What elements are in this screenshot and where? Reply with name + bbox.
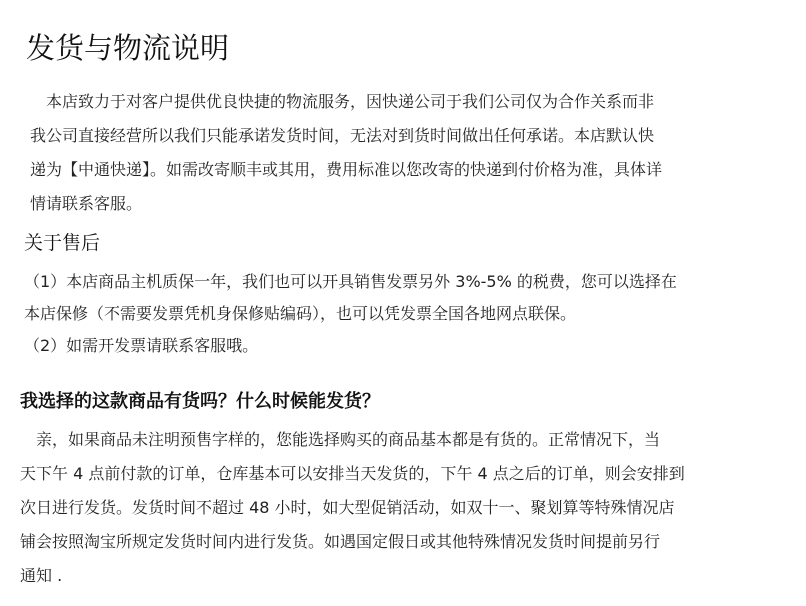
logistics-paragraph — [30, 85, 662, 221]
paragraph-line: 次日进行发货。发货时间不超过 48 小时，如大型促销活动，如双十一、聚划算等特殊情况店 — [20, 498, 675, 517]
paragraph-line: 本店保修（不需要发票凭机身保修贴编码），也可以凭发票全国各地网点联保。 — [24, 304, 577, 323]
paragraph-line: 情请联系客服。 — [30, 194, 143, 213]
paragraph-line: 铺会按照淘宝所规定发货时间内进行发货。如遇国定假日或其他特殊情况发货时间提前另行 — [20, 532, 661, 551]
paragraph-line: （2）如需开发票请联系客服哦。 — [24, 336, 259, 355]
stock-heading: 我选择的这款商品有货吗？什么时候能发货？ — [20, 391, 380, 412]
paragraph-line: 本店致力于对客户提供优良快捷的物流服务，因快递公司于我们公司仅为合作关系而非 — [30, 92, 655, 111]
after-sales-paragraph — [24, 266, 677, 362]
paragraph-line: 通知 . — [20, 566, 63, 585]
paragraph-line: 天下午 4 点前付款的订单，仓库基本可以安排当天发货的，下午 4 点之后的订单，则会安排到 — [20, 464, 685, 483]
after-sales-heading: 关于售后 — [24, 232, 101, 254]
paragraph-line: 亲，如果商品未注明预售字样的，您能选择购买的商品基本都是有货的。正常情况下，当 — [20, 430, 661, 449]
paragraph-line: 递为【中通快递】。如需改寄顺丰或其用，费用标准以您改寄的快递到付价格为准，具体详 — [30, 160, 663, 179]
paragraph-line: 我公司直接经营所以我们只能承诺发货时间，无法对到货时间做出任何承诺。本店默认快 — [30, 126, 655, 145]
paragraph-line: （1）本店商品主机质保一年，我们也可以开具销售发票另外 3%-5% 的税费，您可以选择在 — [24, 272, 677, 291]
stock-paragraph — [20, 423, 685, 593]
page-title: 发货与物流说明 — [26, 31, 230, 65]
